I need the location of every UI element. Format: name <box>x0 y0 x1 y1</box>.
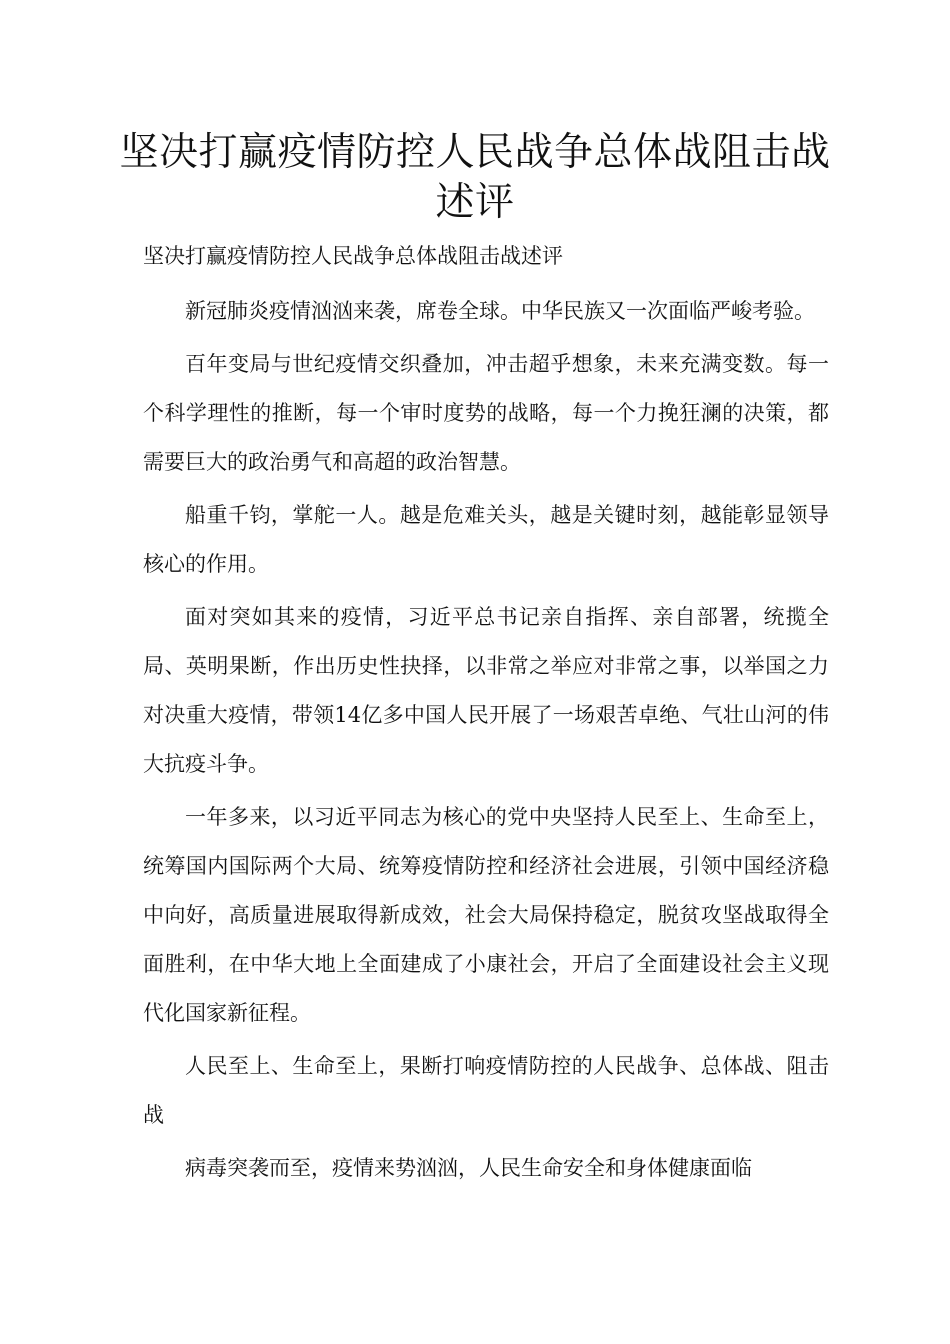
paragraph: 病毒突袭而至，疫情来势汹汹，人民生命安全和身体健康面临 <box>185 1156 752 1180</box>
document-body <box>143 232 829 1197</box>
paragraph: 船重千钧，掌舵一人。越是危难关头，越是关键时刻，越能彰显领导核心的作用。 <box>143 503 829 576</box>
paragraph: 新冠肺炎疫情汹汹来袭，席卷全球。中华民族又一次面临严峻考验。 <box>185 299 815 323</box>
document-title: 坚决打赢疫情防控人民战争总体战阻击战述评 <box>119 130 831 225</box>
paragraph: 一年多来，以习近平同志为核心的党中央坚持人民至上、生命至上，统筹国内国际两个大局、统筹疫情防控和经济社会进展，引领中国经济稳中向好，高质量进展取得新成效，社会大局保持稳定，脱贫攻坚战取得全面胜利，在中华大地上全面建成了小康社会，开启了全面建设社会主义现代化国家新征程。 <box>143 805 829 1025</box>
document-subtitle: 坚决打赢疫情防控人民战争总体战阻击战述评 <box>143 244 563 268</box>
section-heading-paragraph: 人民至上、生命至上，果断打响疫情防控的人民战争、总体战、阻击战 <box>143 1054 829 1127</box>
paragraph: 百年变局与世纪疫情交织叠加，冲击超乎想象，未来充满变数。每一个科学理性的推断，每一个审时度势的战略，每一个力挽狂澜的决策，都需要巨大的政治勇气和高超的政治智慧。 <box>143 352 829 474</box>
paragraph: 面对突如其来的疫情，习近平总书记亲自指挥、亲自部署，统揽全局、英明果断，作出历史性抉择，以非常之举应对非常之事，以举国之力对决重大疫情，带领14亿多中国人民开展了一场艰苦卓绝、气壮山河的伟大抗疫斗争。 <box>143 605 829 776</box>
